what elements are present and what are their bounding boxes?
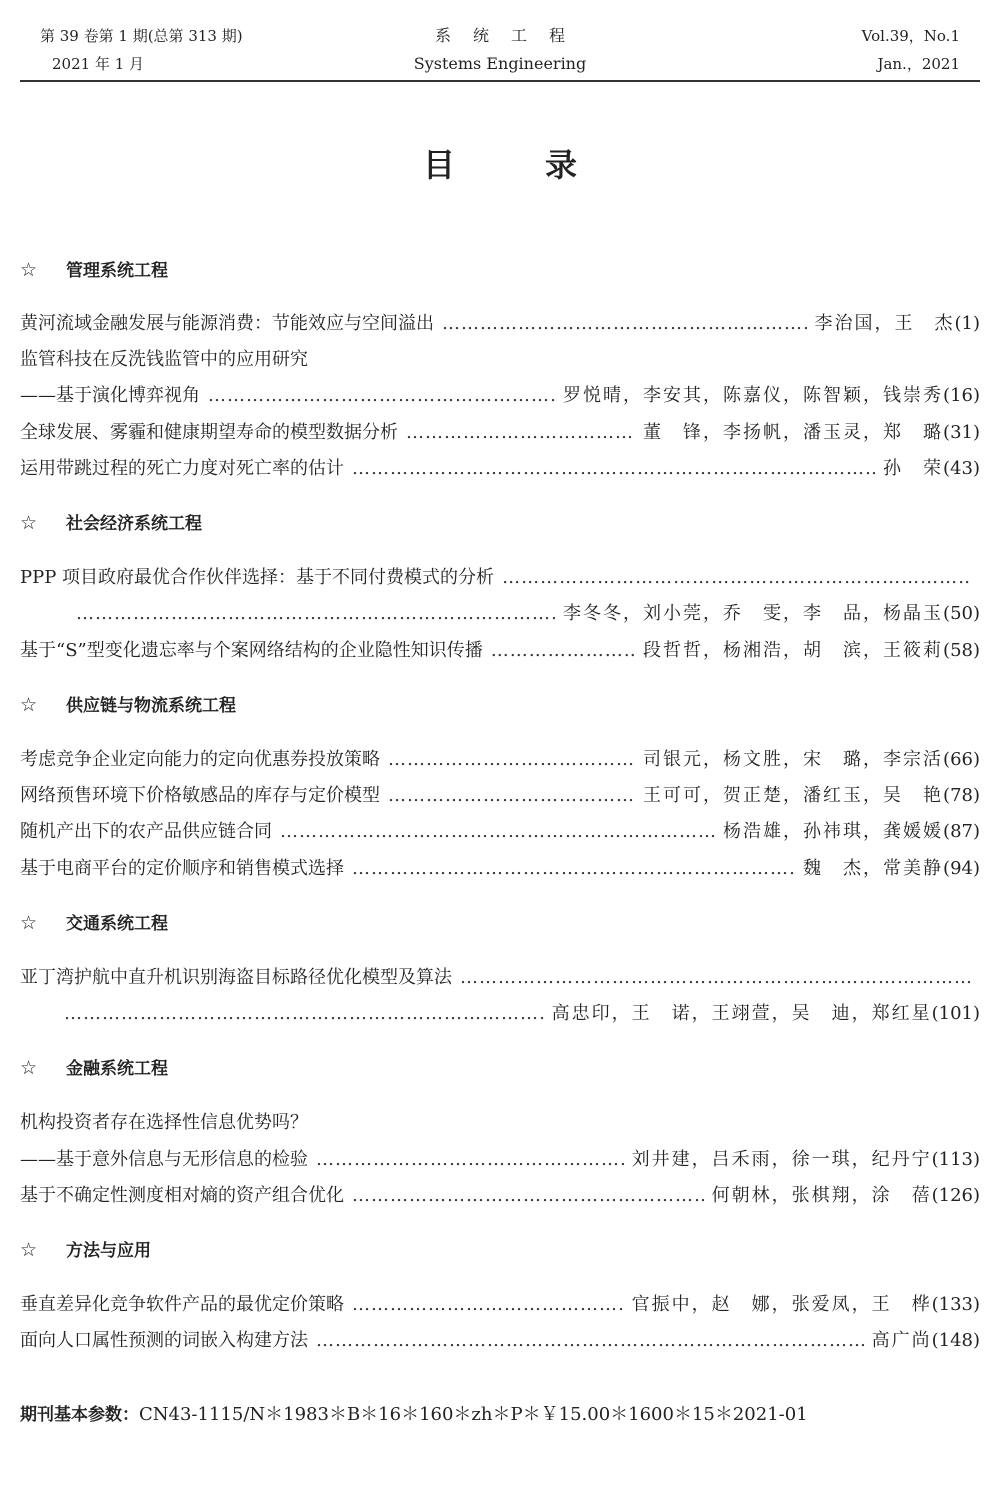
publication-date-cn: 2021 年 1 月 — [52, 55, 145, 73]
leader-dots — [64, 999, 544, 1029]
section-heading — [20, 1053, 980, 1083]
entry-authors: 孙 荣 — [883, 458, 944, 479]
section-label: 交通系统工程 — [66, 914, 168, 934]
journal-parameters — [20, 1400, 980, 1430]
section-label: 金融系统工程 — [66, 1059, 168, 1079]
volume-issue-en: Vol.39，No.1 — [861, 27, 960, 45]
entry-page: (78) — [943, 785, 980, 806]
entry-title: 机构投资者存在选择性信息优势吗？ — [20, 1112, 308, 1133]
toc-entry[interactable] — [20, 999, 980, 1029]
entry-title: 监管科技在反洗钱监管中的应用研究 — [20, 349, 308, 370]
entry-authors: 官振中，赵 娜，张爱凤，王 桦 — [631, 1294, 932, 1315]
toc-entry-title-line[interactable] — [20, 563, 980, 593]
entry-title: 随机产出下的农产品供应链合同 — [20, 821, 272, 842]
star-outline-icon: ☆ — [20, 1057, 38, 1079]
parameters-label: 期刊基本参数： — [20, 1405, 139, 1425]
leader-dots — [352, 454, 875, 484]
entry-authors: 王可可，贺正楚，潘红玉，吴 艳 — [643, 785, 944, 806]
toc-entry[interactable] — [20, 1181, 980, 1211]
section-heading — [20, 1235, 980, 1265]
header-center — [20, 22, 980, 78]
journal-name-cn: 系统工程 — [434, 26, 587, 45]
toc-entry[interactable] — [20, 1290, 980, 1320]
leader-dots — [316, 1145, 624, 1175]
section-heading — [20, 690, 980, 720]
entry-title: 基于不确定性测度相对熵的资产组合优化 — [20, 1185, 344, 1206]
star-outline-icon: ☆ — [20, 912, 38, 934]
entry-title: 基于电商平台的定价顺序和销售模式选择 — [20, 858, 344, 879]
entry-authors: 杨浩雄，孙祎琪，龚媛媛 — [723, 821, 944, 842]
entry-page: (66) — [943, 749, 980, 770]
entry-authors: 李冬冬，刘小莞，乔 雯，李 品，杨晶玉 — [563, 603, 944, 624]
leader-dots — [442, 309, 807, 339]
page-header — [20, 18, 980, 82]
toc-entry[interactable] — [20, 854, 980, 884]
entry-page: (50) — [943, 603, 980, 624]
header-right — [862, 22, 960, 78]
entry-title: 网络预售环境下价格敏感品的库存与定价模型 — [20, 785, 380, 806]
toc-entry-title-line[interactable] — [20, 963, 980, 993]
toc-entry[interactable] — [20, 636, 980, 666]
entry-page: (1) — [954, 313, 980, 334]
entry-page: (43) — [943, 458, 980, 479]
star-outline-icon: ☆ — [20, 259, 38, 281]
page-title: 目录 — [422, 146, 667, 184]
leader-dots — [388, 745, 635, 775]
star-outline-icon: ☆ — [20, 512, 38, 534]
leader-dots — [388, 781, 635, 811]
entry-title: 运用带跳过程的死亡力度对死亡率的估计 — [20, 458, 344, 479]
leader-dots — [491, 636, 635, 666]
entry-title: 考虑竞争企业定向能力的定向优惠券投放策略 — [20, 749, 380, 770]
entry-authors: 司银元，杨文胜，宋 璐，李宗活 — [643, 749, 944, 770]
leader-dots — [460, 963, 972, 993]
toc-entry[interactable] — [20, 381, 980, 411]
entry-page: (113) — [931, 1149, 980, 1170]
section-heading — [20, 908, 980, 938]
entry-authors: 刘井建，吕禾雨，徐一琪，纪丹宁 — [631, 1149, 932, 1170]
entry-page: (101) — [931, 1003, 980, 1024]
entry-title: 亚丁湾护航中直升机识别海盗目标路径优化模型及算法 — [20, 967, 452, 988]
entry-authors: 李治国，王 杰 — [814, 313, 955, 334]
entry-page: (16) — [943, 385, 980, 406]
toc-entry-title-line[interactable] — [20, 345, 980, 375]
entry-title: 垂直差异化竞争软件产品的最优定价策略 — [20, 1294, 344, 1315]
section-label: 管理系统工程 — [66, 261, 168, 281]
section-label: 方法与应用 — [66, 1241, 151, 1261]
entry-title: 面向人口属性预测的词嵌入构建方法 — [20, 1330, 308, 1351]
entry-page: (148) — [931, 1330, 980, 1351]
toc-entry[interactable] — [20, 1145, 980, 1175]
leader-dots — [406, 418, 635, 448]
entry-authors: 何朝林，张棋翔，涂 蓓 — [711, 1185, 932, 1206]
publication-date-en: Jan.，2021 — [877, 55, 960, 73]
toc-entry[interactable] — [20, 418, 980, 448]
entry-subtitle: ——基于演化博弈视角 — [20, 385, 200, 406]
entry-title: PPP 项目政府最优合作伙伴选择：基于不同付费模式的分析 — [20, 567, 495, 588]
entry-page: (126) — [931, 1185, 980, 1206]
toc-entry[interactable] — [20, 599, 980, 629]
journal-name-en: Systems Engineering — [413, 54, 587, 73]
parameters-value: CN43-1115/N＊1983＊B＊16＊160＊zh＊P＊￥15.00＊1600＊15＊2021-01 — [139, 1404, 808, 1425]
toc-entry[interactable] — [20, 309, 980, 339]
entry-page: (31) — [943, 422, 980, 443]
entry-title: 黄河流域金融发展与能源消费：节能效应与空间溢出 — [20, 313, 434, 334]
entry-subtitle: ——基于意外信息与无形信息的检验 — [20, 1149, 308, 1170]
toc-entry[interactable] — [20, 781, 980, 811]
section-label: 供应链与物流系统工程 — [66, 696, 236, 716]
leader-dots — [316, 1326, 864, 1356]
leader-dots — [352, 1181, 704, 1211]
entry-page: (94) — [943, 858, 980, 879]
star-outline-icon: ☆ — [20, 694, 38, 716]
section-label: 社会经济系统工程 — [66, 514, 202, 534]
toc-entry[interactable] — [20, 817, 980, 847]
entry-title: 基于“S”型变化遗忘率与个案网络结构的企业隐性知识传播 — [20, 640, 483, 661]
entry-authors: 董 锋，李扬帆，潘玉灵，郑 璐 — [643, 422, 944, 443]
toc-entry[interactable] — [20, 454, 980, 484]
leader-dots — [280, 817, 715, 847]
entry-authors: 罗悦晴，李安其，陈嘉仪，陈智颖，钱崇秀 — [563, 385, 944, 406]
leader-dots — [352, 854, 795, 884]
entry-page: (87) — [943, 821, 980, 842]
toc-entry[interactable] — [20, 745, 980, 775]
star-outline-icon: ☆ — [20, 1239, 38, 1261]
entry-authors: 高广尚 — [871, 1330, 932, 1351]
entry-authors: 段哲哲，杨湘浩，胡 滨，王筱莉 — [643, 640, 944, 661]
toc-entry-title-line[interactable] — [20, 1108, 980, 1138]
entry-authors: 高忠印，王 诺，王翊萱，吴 迪，郑红星 — [551, 1003, 932, 1024]
volume-issue: 第 39 卷第 1 期(总第 313 期) — [40, 27, 243, 45]
leader-dots — [76, 599, 555, 629]
leader-dots — [352, 1290, 624, 1320]
leader-dots — [502, 563, 972, 593]
toc-entry[interactable] — [20, 1326, 980, 1356]
section-heading — [20, 255, 980, 285]
entry-title: 全球发展、雾霾和健康期望寿命的模型数据分析 — [20, 422, 398, 443]
section-heading — [20, 508, 980, 538]
entry-page: (133) — [931, 1294, 980, 1315]
entry-authors: 魏 杰，常美静 — [803, 858, 944, 879]
entry-page: (58) — [943, 640, 980, 661]
leader-dots — [208, 381, 555, 411]
